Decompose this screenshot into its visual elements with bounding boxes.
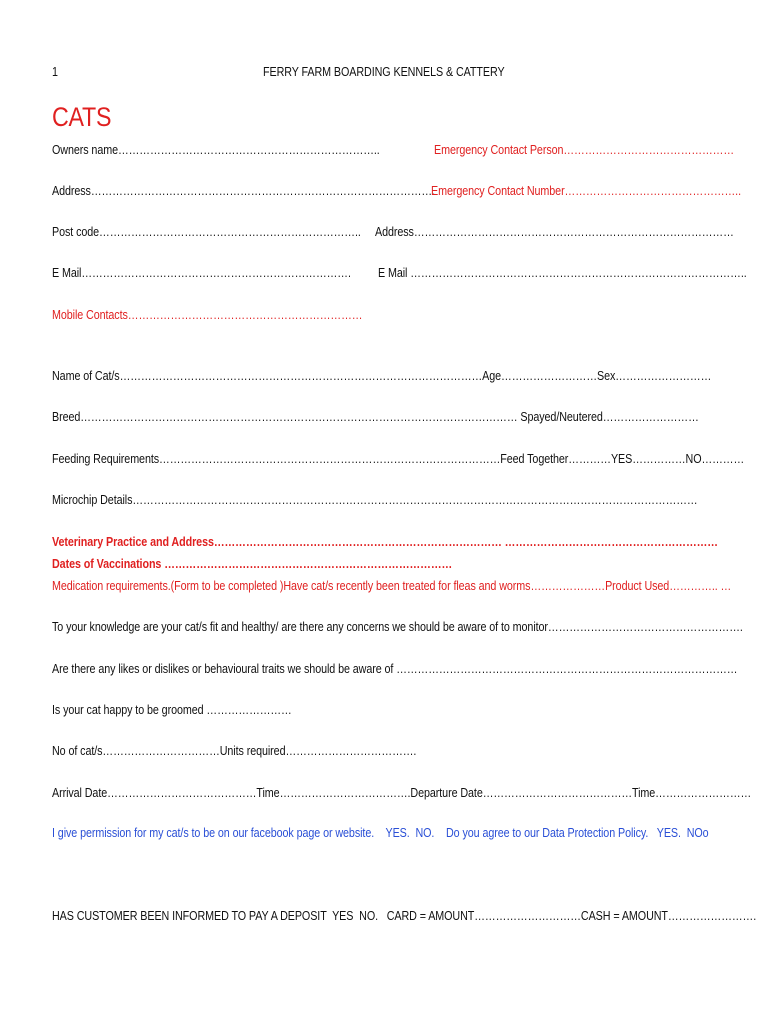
form-title: CATS bbox=[52, 102, 112, 132]
owners-name-field[interactable]: Owners name……………………………………………………………….. bbox=[52, 143, 380, 157]
owner-email-field[interactable]: E Mail…………………………………………………………………. bbox=[52, 266, 351, 280]
emergency-contact-number-field[interactable]: Emergency Contact Number………………………………………….. bbox=[431, 184, 741, 198]
arrival-departure-field[interactable]: Arrival Date……………………………………Time……………………………….Departure Date……………………………………Time……………………… bbox=[52, 786, 752, 800]
grooming-question-field[interactable]: Is your cat happy to be groomed …………………… bbox=[52, 703, 292, 717]
breed-spayed-field[interactable]: Breed…………………………………………………………………………………………………………… Spayed/Neutered……………………… bbox=[52, 410, 699, 424]
emergency-address-field[interactable]: Address……………………………………………………………………………… bbox=[375, 225, 734, 239]
feeding-requirements-field[interactable]: Feeding Requirements……………………………………………………………………………………Feed Together…………YES……………NO………… bbox=[52, 452, 745, 466]
likes-dislikes-field[interactable]: Are there any likes or dislikes or behavioural traits we should be aware of …………………………………………………………………………………… bbox=[52, 662, 738, 676]
page-title: FERRY FARM BOARDING KENNELS & CATTERY bbox=[263, 65, 505, 79]
post-code-field[interactable]: Post code……………………………………………………………….. bbox=[52, 225, 361, 239]
page-number: 1 bbox=[52, 65, 58, 79]
deposit-field[interactable]: HAS CUSTOMER BEEN INFORMED TO PAY A DEPOSIT YES NO. CARD = AMOUNT…………………………CASH = AMOUNT……………………. bbox=[52, 909, 757, 923]
veterinary-practice-field[interactable]: Veterinary Practice and Address……………………………………………………………………… …………………………………………………… bbox=[52, 535, 718, 549]
emergency-email-field[interactable]: E Mail ………………………………………………………………………………….. bbox=[378, 266, 747, 280]
microchip-details-field[interactable]: Microchip Details…………………………………………………………………………………………………………………………………………… bbox=[52, 493, 698, 507]
owner-address-field[interactable]: Address……………………………………………………………………………………. bbox=[52, 184, 435, 198]
cat-name-age-sex-field[interactable]: Name of Cat/s…………………………………………………………………………………………Age………………………Sex……………………… bbox=[52, 369, 712, 383]
emergency-contact-person-field[interactable]: Emergency Contact Person………………………………………… bbox=[434, 143, 735, 157]
vaccination-dates-field[interactable]: Dates of Vaccinations ……………………………………………………………………… bbox=[52, 557, 453, 571]
facebook-permission-field[interactable]: I give permission for my cat/s to be on our facebook page or website. YES. NO. bbox=[52, 826, 435, 840]
health-question-field[interactable]: To your knowledge are your cat/s fit and healthy/ are there any concerns we should be aware of to monitor………………………………………………. bbox=[52, 620, 743, 634]
data-protection-field[interactable]: Do you agree to our Data Protection Policy. YES. NOo bbox=[446, 826, 709, 840]
cats-units-field[interactable]: No of cat/s……………………………Units required………………………………. bbox=[52, 744, 417, 758]
mobile-contacts-field[interactable]: Mobile Contacts………………………………………………………… bbox=[52, 308, 363, 322]
medication-requirements-field[interactable]: Medication requirements.(Form to be completed )Have cat/s recently been treated for fleas and worms…………………Product Used………….. … bbox=[52, 579, 732, 593]
